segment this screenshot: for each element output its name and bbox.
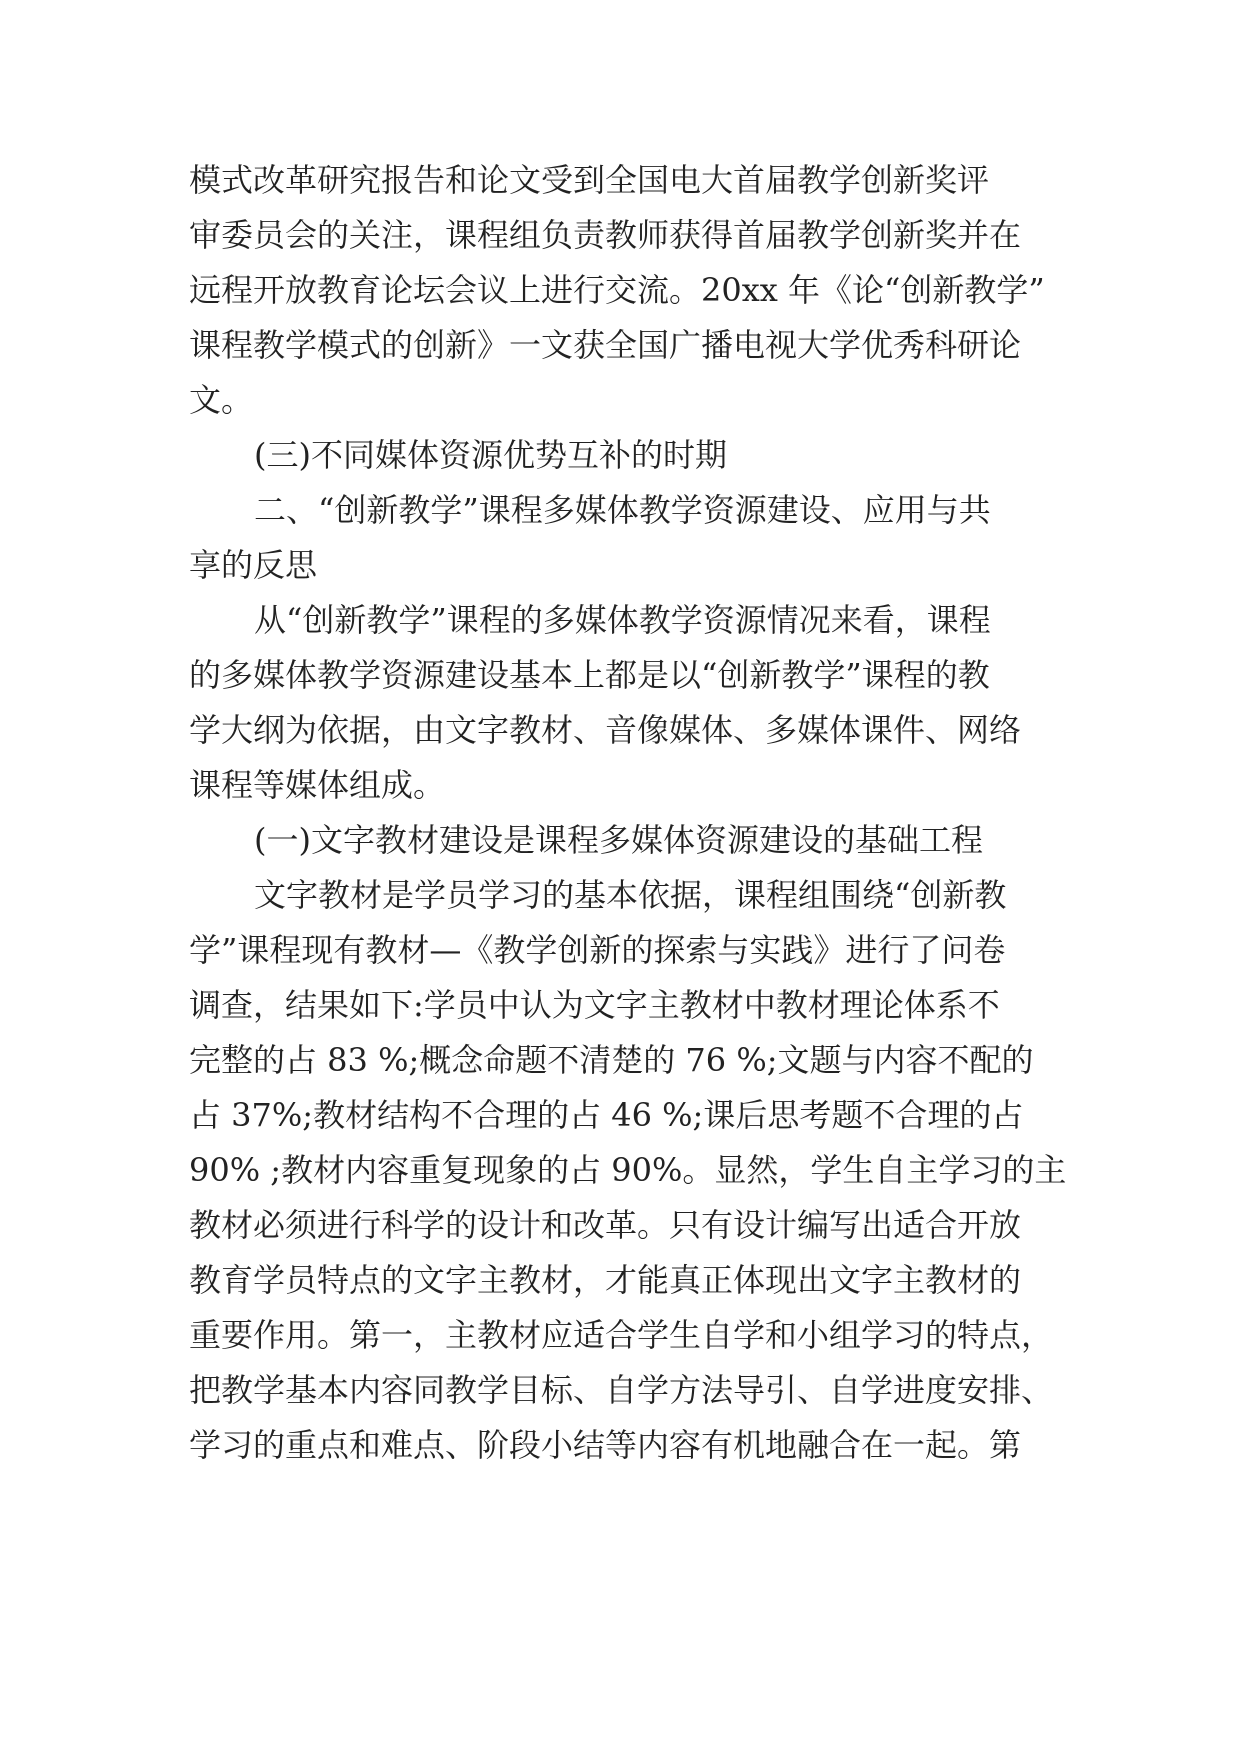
section-heading: (一)文字教材建设是课程多媒体资源建设的基础工程 bbox=[254, 821, 983, 859]
text-line: 课程等媒体组成。 bbox=[189, 766, 446, 804]
text-line: 远程开放教育论坛会议上进行交流。20xx 年《论“创新教学” bbox=[189, 271, 1045, 309]
text-line: 完整的占 83 %;概念命题不清楚的 76 %;文题与内容不配的 bbox=[189, 1041, 1034, 1079]
text-line: 学习的重点和难点、阶段小结等内容有机地融合在一起。第 bbox=[189, 1426, 1022, 1464]
section-heading: (三)不同媒体资源优势互补的时期 bbox=[254, 436, 727, 474]
text-line: 的多媒体教学资源建设基本上都是以“创新教学”课程的教 bbox=[189, 656, 990, 694]
text-line: 教育学员特点的文字主教材，才能真正体现出文字主教材的 bbox=[189, 1261, 1022, 1299]
text-line: 把教学基本内容同教学目标、自学方法导引、自学进度安排、 bbox=[189, 1371, 1054, 1409]
section-heading: 二、“创新教学”课程多媒体教学资源建设、应用与共 bbox=[254, 491, 991, 529]
text-line: 占 37%;教材结构不合理的占 46 %;课后思考题不合理的占 bbox=[189, 1096, 1024, 1134]
text-line: 从“创新教学”课程的多媒体教学资源情况来看，课程 bbox=[254, 601, 991, 639]
text-line: 学”课程现有教材—《教学创新的探索与实践》进行了问卷 bbox=[189, 931, 1006, 969]
text-line: 文。 bbox=[189, 381, 254, 419]
text-line: 调查，结果如下:学员中认为文字主教材中教材理论体系不 bbox=[189, 986, 1000, 1024]
text-line: 学大纲为依据，由文字教材、音像媒体、多媒体课件、网络 bbox=[189, 711, 1022, 749]
section-heading: 享的反思 bbox=[189, 546, 318, 584]
text-line: 文字教材是学员学习的基本依据，课程组围绕“创新教 bbox=[254, 876, 1007, 914]
text-line: 教材必须进行科学的设计和改革。只有设计编写出适合开放 bbox=[189, 1206, 1022, 1244]
text-line: 模式改革研究报告和论文受到全国电大首届教学创新奖评 bbox=[189, 161, 990, 199]
text-line: 课程教学模式的创新》一文获全国广播电视大学优秀科研论 bbox=[189, 326, 1022, 364]
text-line: 审委员会的关注，课程组负责教师获得首届教学创新奖并在 bbox=[189, 216, 1022, 254]
text-line: 重要作用。第一，主教材应适合学生自学和小组学习的特点， bbox=[189, 1316, 1054, 1354]
text-line: 90% ;教材内容重复现象的占 90%。显然，学生自主学习的主 bbox=[189, 1151, 1067, 1189]
